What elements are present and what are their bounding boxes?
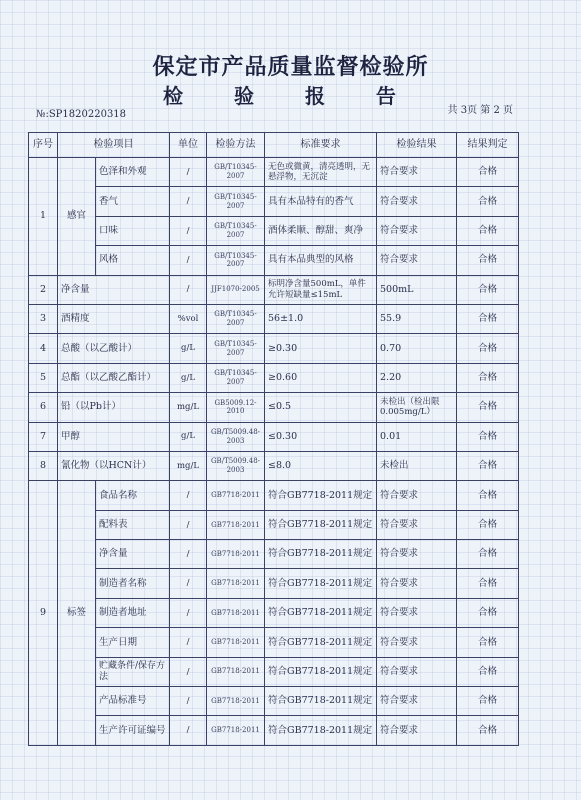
item-name: 铅（以Pb计） <box>58 393 170 422</box>
row-number: 1 <box>29 158 58 276</box>
requirement-cell: 具有本品典型的风格 <box>265 246 377 275</box>
unit-cell: / <box>170 510 207 539</box>
method-cell: JJF1070-2005 <box>207 275 265 304</box>
result-cell: 55.9 <box>377 304 457 333</box>
result-cell: 符合要求 <box>377 481 457 510</box>
item-name: 制造者名称 <box>96 569 170 598</box>
verdict-cell: 合格 <box>457 216 519 245</box>
column-header: 检验项目 <box>58 133 170 158</box>
method-cell: GB7718-2011 <box>207 481 265 510</box>
row-number: 3 <box>29 304 58 333</box>
item-name: 氰化物（以HCN计） <box>58 451 170 480</box>
row-number: 7 <box>29 422 58 451</box>
requirement-cell: 酒体柔顺、醇甜、爽净 <box>265 216 377 245</box>
requirement-cell: ≥0.60 <box>265 363 377 392</box>
unit-cell: / <box>170 216 207 245</box>
item-name: 总酸（以乙酸计） <box>58 334 170 363</box>
row-number: 4 <box>29 334 58 363</box>
table-row <box>29 540 519 569</box>
requirement-cell: 标明净含量500mL，单件允许短缺量≤15mL <box>265 275 377 304</box>
requirement-cell: 56±1.0 <box>265 304 377 333</box>
item-name: 制造者地址 <box>96 598 170 627</box>
table-row <box>29 393 519 422</box>
row-number: 5 <box>29 363 58 392</box>
column-header: 结果判定 <box>457 133 519 158</box>
result-cell: 符合要求 <box>377 598 457 627</box>
method-cell: GB7718-2011 <box>207 510 265 539</box>
verdict-cell: 合格 <box>457 510 519 539</box>
verdict-cell: 合格 <box>457 598 519 627</box>
item-name: 口味 <box>96 216 170 245</box>
item-name: 贮藏条件/保存方法 <box>96 657 170 686</box>
table-row <box>29 304 519 333</box>
verdict-cell: 合格 <box>457 246 519 275</box>
verdict-cell: 合格 <box>457 363 519 392</box>
unit-cell: mg/L <box>170 451 207 480</box>
result-cell: 符合要求 <box>377 716 457 746</box>
unit-cell: / <box>170 569 207 598</box>
table-header-row <box>29 133 519 158</box>
method-cell: GB7718-2011 <box>207 540 265 569</box>
report-title: 检 验 报 告 <box>163 84 418 108</box>
unit-cell: / <box>170 716 207 746</box>
method-cell: GB/T10345-2007 <box>207 158 265 187</box>
result-cell: 符合要求 <box>377 657 457 686</box>
inspection-table <box>28 132 519 746</box>
requirement-cell: 无色或微黄，清亮透明，无悬浮物，无沉淀 <box>265 158 377 187</box>
column-header: 检验结果 <box>377 133 457 158</box>
group-label: 感官 <box>58 158 96 276</box>
verdict-cell: 合格 <box>457 657 519 686</box>
requirement-cell: 具有本品特有的香气 <box>265 187 377 216</box>
requirement-cell: 符合GB7718-2011规定 <box>265 569 377 598</box>
requirement-cell: 符合GB7718-2011规定 <box>265 540 377 569</box>
unit-cell: mg/L <box>170 393 207 422</box>
requirement-cell: ≤8.0 <box>265 451 377 480</box>
verdict-cell: 合格 <box>457 422 519 451</box>
item-name: 酒精度 <box>58 304 170 333</box>
unit-cell: / <box>170 246 207 275</box>
table-row <box>29 216 519 245</box>
unit-cell: / <box>170 275 207 304</box>
unit-cell: g/L <box>170 422 207 451</box>
result-cell: 符合要求 <box>377 540 457 569</box>
verdict-cell: 合格 <box>457 540 519 569</box>
column-header: 单位 <box>170 133 207 158</box>
verdict-cell: 合格 <box>457 158 519 187</box>
table-row <box>29 569 519 598</box>
verdict-cell: 合格 <box>457 334 519 363</box>
item-name: 食品名称 <box>96 481 170 510</box>
method-cell: GB/T10345-2007 <box>207 334 265 363</box>
verdict-cell: 合格 <box>457 393 519 422</box>
table-row <box>29 510 519 539</box>
column-header: 标准要求 <box>265 133 377 158</box>
result-cell: 符合要求 <box>377 628 457 657</box>
row-number: 9 <box>29 481 58 746</box>
column-header: 序号 <box>29 133 58 158</box>
method-cell: GB7718-2011 <box>207 598 265 627</box>
unit-cell: / <box>170 657 207 686</box>
result-cell: 0.01 <box>377 422 457 451</box>
method-cell: GB7718-2011 <box>207 628 265 657</box>
result-cell: 500mL <box>377 275 457 304</box>
result-cell: 符合要求 <box>377 246 457 275</box>
item-name: 生产日期 <box>96 628 170 657</box>
column-header: 检验方法 <box>207 133 265 158</box>
result-cell: 2.20 <box>377 363 457 392</box>
item-name: 净含量 <box>58 275 170 304</box>
unit-cell: / <box>170 187 207 216</box>
unit-cell: / <box>170 158 207 187</box>
method-cell: GB/T10345-2007 <box>207 246 265 275</box>
table-row <box>29 422 519 451</box>
requirement-cell: ≤0.30 <box>265 422 377 451</box>
table-row <box>29 363 519 392</box>
table-row <box>29 598 519 627</box>
table-row <box>29 657 519 686</box>
report-number: №:SP1820220318 <box>36 109 127 120</box>
table-row <box>29 687 519 716</box>
table-row <box>29 628 519 657</box>
method-cell: GB7718-2011 <box>207 687 265 716</box>
unit-cell: / <box>170 628 207 657</box>
page-indicator: 共 3页 第 2 页 <box>447 105 513 116</box>
verdict-cell: 合格 <box>457 451 519 480</box>
result-cell: 符合要求 <box>377 569 457 598</box>
verdict-cell: 合格 <box>457 275 519 304</box>
verdict-cell: 合格 <box>457 304 519 333</box>
verdict-cell: 合格 <box>457 481 519 510</box>
method-cell: GB/T10345-2007 <box>207 363 265 392</box>
requirement-cell: 符合GB7718-2011规定 <box>265 598 377 627</box>
method-cell: GB/T10345-2007 <box>207 187 265 216</box>
result-cell: 符合要求 <box>377 510 457 539</box>
item-name: 配料表 <box>96 510 170 539</box>
method-cell: GB7718-2011 <box>207 716 265 746</box>
table-row <box>29 481 519 510</box>
requirement-cell: 符合GB7718-2011规定 <box>265 510 377 539</box>
method-cell: GB7718-2011 <box>207 569 265 598</box>
item-name: 产品标准号 <box>96 687 170 716</box>
table-row <box>29 716 519 746</box>
verdict-cell: 合格 <box>457 187 519 216</box>
table-row <box>29 158 519 187</box>
row-number: 2 <box>29 275 58 304</box>
item-name: 香气 <box>96 187 170 216</box>
row-number: 6 <box>29 393 58 422</box>
result-cell: 符合要求 <box>377 687 457 716</box>
table-row <box>29 275 519 304</box>
unit-cell: g/L <box>170 363 207 392</box>
item-name: 色泽和外观 <box>96 158 170 187</box>
table-row <box>29 187 519 216</box>
unit-cell: / <box>170 687 207 716</box>
row-number: 8 <box>29 451 58 480</box>
requirement-cell: 符合GB7718-2011规定 <box>265 481 377 510</box>
verdict-cell: 合格 <box>457 569 519 598</box>
group-label: 标签 <box>58 481 96 746</box>
table-row <box>29 334 519 363</box>
requirement-cell: 符合GB7718-2011规定 <box>265 657 377 686</box>
result-cell: 0.70 <box>377 334 457 363</box>
method-cell: GB/T10345-2007 <box>207 216 265 245</box>
requirement-cell: 符合GB7718-2011规定 <box>265 687 377 716</box>
result-cell: 符合要求 <box>377 187 457 216</box>
unit-cell: / <box>170 540 207 569</box>
method-cell: GB/T5009.48-2003 <box>207 422 265 451</box>
item-name: 甲醇 <box>58 422 170 451</box>
organization-title: 保定市产品质量监督检验所 <box>152 54 429 80</box>
unit-cell: / <box>170 481 207 510</box>
item-name: 总酯（以乙酸乙酯计） <box>58 363 170 392</box>
item-name: 风格 <box>96 246 170 275</box>
requirement-cell: ≥0.30 <box>265 334 377 363</box>
item-name: 净含量 <box>96 540 170 569</box>
requirement-cell: 符合GB7718-2011规定 <box>265 716 377 746</box>
result-cell: 未检出（检出限0.005mg/L） <box>377 393 457 422</box>
table-row <box>29 451 519 480</box>
item-name: 生产许可证编号 <box>96 716 170 746</box>
result-cell: 未检出 <box>377 451 457 480</box>
result-cell: 符合要求 <box>377 158 457 187</box>
unit-cell: %vol <box>170 304 207 333</box>
unit-cell: / <box>170 598 207 627</box>
method-cell: GB7718-2011 <box>207 657 265 686</box>
method-cell: GB/T5009.48-2003 <box>207 451 265 480</box>
table-row <box>29 246 519 275</box>
unit-cell: g/L <box>170 334 207 363</box>
verdict-cell: 合格 <box>457 716 519 746</box>
verdict-cell: 合格 <box>457 628 519 657</box>
method-cell: GB5009.12-2010 <box>207 393 265 422</box>
requirement-cell: ≤0.5 <box>265 393 377 422</box>
result-cell: 符合要求 <box>377 216 457 245</box>
verdict-cell: 合格 <box>457 687 519 716</box>
method-cell: GB/T10345-2007 <box>207 304 265 333</box>
requirement-cell: 符合GB7718-2011规定 <box>265 628 377 657</box>
